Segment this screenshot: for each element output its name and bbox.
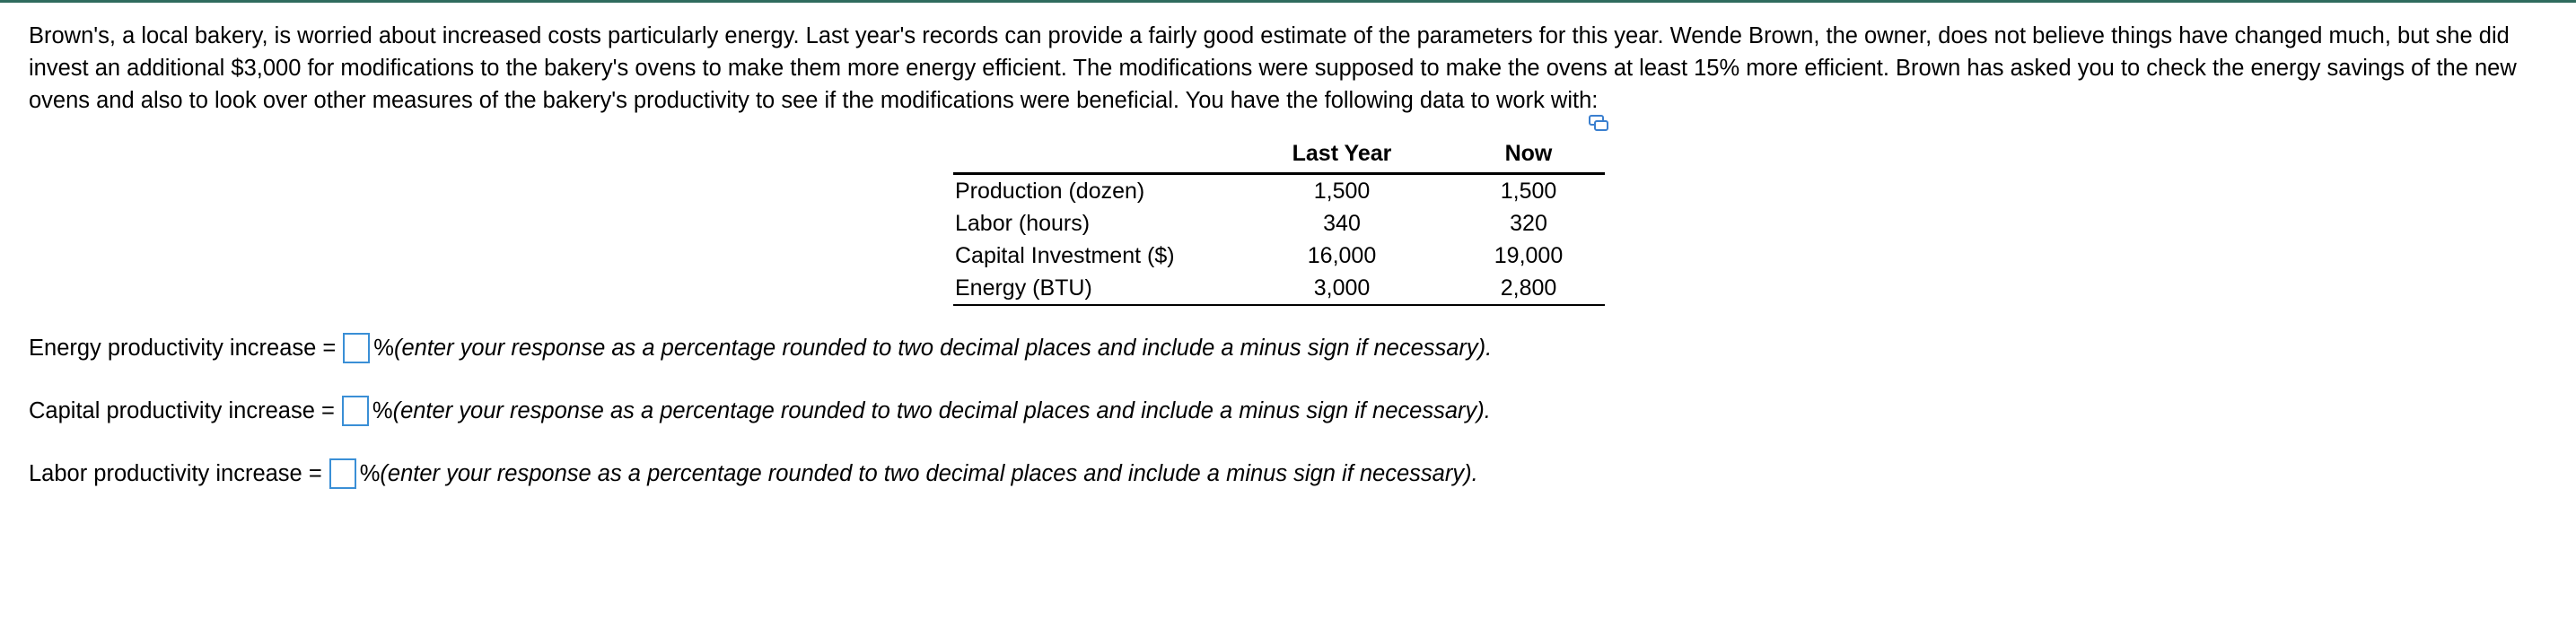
labor-productivity-question	[29, 458, 1478, 490]
now-value: 19,000	[1494, 242, 1564, 268]
data-table	[953, 135, 1605, 306]
question-label: Energy productivity increase =	[29, 336, 337, 361]
labor-productivity-input[interactable]	[329, 458, 356, 489]
row-label: Production (dozen)	[955, 178, 1145, 204]
capital-productivity-question	[29, 395, 1491, 427]
percent-sign: %	[373, 336, 394, 361]
header-now: Now	[1452, 135, 1605, 174]
last-year-value: 3,000	[1231, 272, 1452, 305]
header-label	[953, 135, 1231, 174]
answer-hint: (enter your response as a percentage rounded to two decimal places and include a minus sign if necessary).	[392, 398, 1491, 423]
now-value: 1,500	[1500, 178, 1557, 204]
table-row	[953, 207, 1605, 240]
table-row	[953, 240, 1605, 272]
row-label: Energy (BTU)	[953, 272, 1231, 305]
now-value: 2,800	[1452, 272, 1605, 305]
copy-icon[interactable]	[1589, 115, 1608, 131]
capital-productivity-input[interactable]	[342, 396, 369, 426]
answer-hint: (enter your response as a percentage rounded to two decimal places and include a minus sign if necessary).	[393, 336, 1493, 361]
table-row	[953, 174, 1605, 208]
top-rule	[0, 0, 2576, 3]
question-label: Capital productivity increase =	[29, 398, 335, 423]
answer-hint: (enter your response as a percentage rounded to two decimal places and include a minus sign if necessary).	[380, 461, 1478, 486]
problem-statement: Brown's, a local bakery, is worried about increased costs particularly energy. Last year's records can provide a fairly good estimate of the parameters for this year. Wende Brown, the owner, does not believe things have changed much, but she did invest an additional $3,000 for modifications to the bakery's ovens to make them more energy efficient. The modifications were supposed to make the ovens at least 15% more efficient. Brown has asked you to check the energy savings of the new ovens and also to look over other measures of the bakery's productivity to see if the modifications were beneficial. You have the following data to work with:	[29, 23, 2517, 113]
question-label: Labor productivity increase =	[29, 461, 322, 486]
row-label: Capital Investment ($)	[955, 242, 1175, 268]
row-label: Labor (hours)	[955, 210, 1091, 236]
last-year-value: 16,000	[1307, 242, 1377, 268]
now-value: 320	[1510, 210, 1547, 236]
table-row	[953, 272, 1605, 305]
energy-productivity-input[interactable]	[343, 333, 370, 363]
percent-sign: %	[372, 398, 393, 423]
last-year-value: 340	[1323, 210, 1361, 236]
percent-sign: %	[359, 461, 381, 486]
energy-productivity-question	[29, 332, 1492, 364]
last-year-value: 1,500	[1313, 178, 1371, 204]
table-header-row	[953, 135, 1605, 174]
header-last-year: Last Year	[1231, 135, 1452, 174]
